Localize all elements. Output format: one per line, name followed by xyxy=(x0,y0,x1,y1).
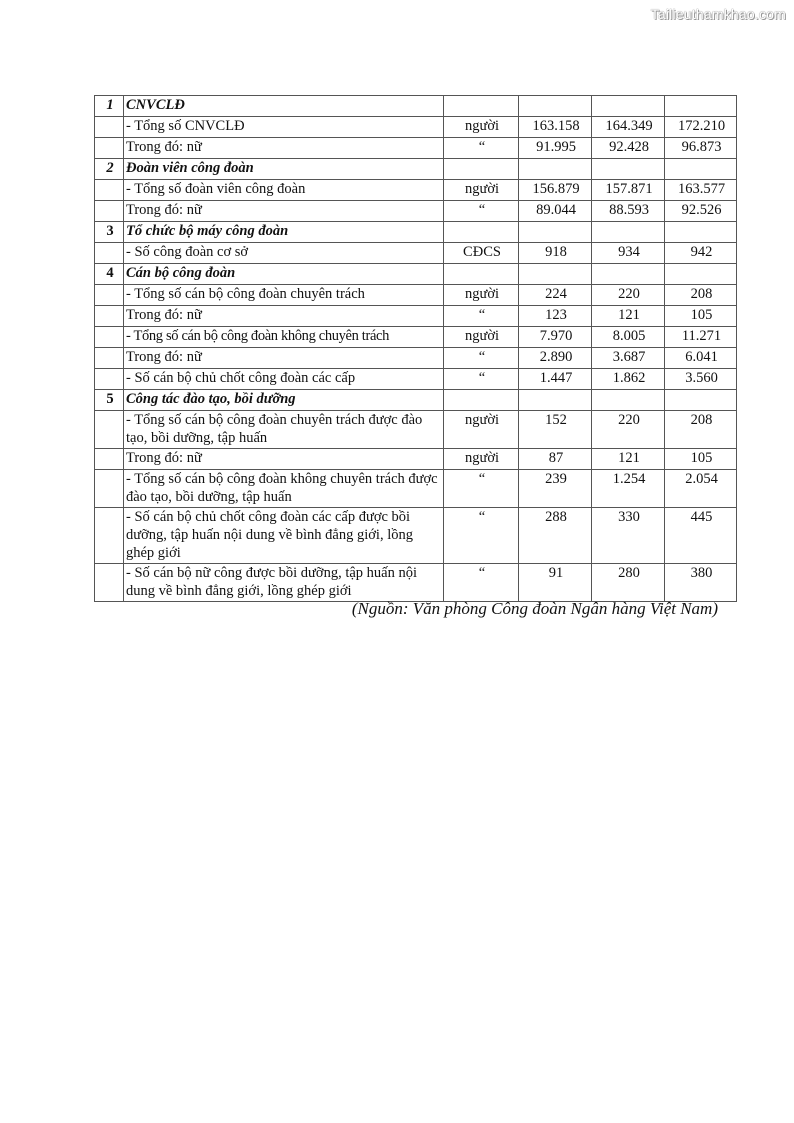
value-cell-3: 2.054 xyxy=(665,470,737,508)
value-cell-1: 89.044 xyxy=(519,201,592,222)
section-title: Cán bộ công đoàn xyxy=(124,264,444,285)
section-row xyxy=(95,264,737,285)
unit-cell: “ xyxy=(444,470,519,508)
value-cell-3: 3.560 xyxy=(665,369,737,390)
unit-cell: người xyxy=(444,411,519,449)
unit-cell: “ xyxy=(444,564,519,602)
value-cell-2: 121 xyxy=(592,449,665,470)
value-cell-1: 2.890 xyxy=(519,348,592,369)
value-cell-3: 445 xyxy=(665,508,737,564)
table-row xyxy=(95,285,737,306)
empty-cell xyxy=(95,138,124,159)
row-label: - Tổng số cán bộ công đoàn chuyên trách xyxy=(124,285,444,306)
value-cell-2: 934 xyxy=(592,243,665,264)
unit-cell: người xyxy=(444,180,519,201)
unit-cell: người xyxy=(444,285,519,306)
value-cell-2: 8.005 xyxy=(592,327,665,348)
empty-cell xyxy=(95,201,124,222)
section-title: Đoàn viên công đoàn xyxy=(124,159,444,180)
value-cell-2: 88.593 xyxy=(592,201,665,222)
empty-cell xyxy=(95,411,124,449)
value-cell-1: 156.879 xyxy=(519,180,592,201)
empty-cell xyxy=(95,348,124,369)
empty-cell xyxy=(95,243,124,264)
value-cell-1: 7.970 xyxy=(519,327,592,348)
empty-cell xyxy=(592,222,665,243)
empty-cell xyxy=(665,159,737,180)
row-label: - Tổng số CNVCLĐ xyxy=(124,117,444,138)
empty-cell xyxy=(665,390,737,411)
section-number: 4 xyxy=(95,264,124,285)
table-row xyxy=(95,180,737,201)
source-note: (Nguồn: Văn phòng Công đoàn Ngân hàng Việt Nam) xyxy=(351,599,718,618)
table-row xyxy=(95,327,737,348)
value-cell-2: 1.862 xyxy=(592,369,665,390)
value-cell-2: 280 xyxy=(592,564,665,602)
table-row xyxy=(95,348,737,369)
value-cell-1: 123 xyxy=(519,306,592,327)
table-row xyxy=(95,243,737,264)
empty-cell xyxy=(519,222,592,243)
value-cell-1: 152 xyxy=(519,411,592,449)
value-cell-2: 121 xyxy=(592,306,665,327)
unit-cell: người xyxy=(444,117,519,138)
value-cell-2: 157.871 xyxy=(592,180,665,201)
value-cell-1: 1.447 xyxy=(519,369,592,390)
empty-cell xyxy=(519,159,592,180)
row-label: - Tổng số cán bộ công đoàn không chuyên trách được đào tạo, bồi dưỡng, tập huấn xyxy=(124,470,444,508)
row-label: Trong đó: nữ xyxy=(124,201,444,222)
empty-cell xyxy=(592,159,665,180)
unit-cell: “ xyxy=(444,201,519,222)
value-cell-2: 164.349 xyxy=(592,117,665,138)
empty-cell xyxy=(665,96,737,117)
section-number: 2 xyxy=(95,159,124,180)
value-cell-3: 163.577 xyxy=(665,180,737,201)
row-label: Trong đó: nữ xyxy=(124,449,444,470)
value-cell-3: 96.873 xyxy=(665,138,737,159)
empty-cell xyxy=(444,159,519,180)
row-label: - Tổng số đoàn viên công đoàn xyxy=(124,180,444,201)
value-cell-2: 3.687 xyxy=(592,348,665,369)
watermark-text: Tailieuthamkhao.com xyxy=(650,6,786,22)
table-row xyxy=(95,564,737,602)
value-cell-3: 208 xyxy=(665,285,737,306)
value-cell-2: 1.254 xyxy=(592,470,665,508)
value-cell-1: 918 xyxy=(519,243,592,264)
value-cell-2: 220 xyxy=(592,411,665,449)
unit-cell: “ xyxy=(444,306,519,327)
empty-cell xyxy=(95,508,124,564)
value-cell-1: 87 xyxy=(519,449,592,470)
empty-cell xyxy=(444,222,519,243)
value-cell-3: 942 xyxy=(665,243,737,264)
empty-cell xyxy=(95,117,124,138)
table-row xyxy=(95,117,737,138)
value-cell-2: 92.428 xyxy=(592,138,665,159)
row-label: - Số công đoàn cơ sở xyxy=(124,243,444,264)
value-cell-3: 11.271 xyxy=(665,327,737,348)
table-row xyxy=(95,201,737,222)
section-title: Công tác đào tạo, bồi dưỡng xyxy=(124,390,444,411)
empty-cell xyxy=(665,222,737,243)
section-number: 1 xyxy=(95,96,124,117)
unit-cell: CĐCS xyxy=(444,243,519,264)
empty-cell xyxy=(95,369,124,390)
value-cell-1: 163.158 xyxy=(519,117,592,138)
value-cell-1: 91 xyxy=(519,564,592,602)
empty-cell xyxy=(519,96,592,117)
empty-cell xyxy=(592,96,665,117)
value-cell-3: 6.041 xyxy=(665,348,737,369)
table-row xyxy=(95,449,737,470)
empty-cell xyxy=(95,285,124,306)
empty-cell xyxy=(444,96,519,117)
empty-cell xyxy=(519,390,592,411)
empty-cell xyxy=(665,264,737,285)
value-cell-1: 288 xyxy=(519,508,592,564)
table-row xyxy=(95,369,737,390)
empty-cell xyxy=(95,564,124,602)
empty-cell xyxy=(444,390,519,411)
value-cell-3: 172.210 xyxy=(665,117,737,138)
value-cell-1: 239 xyxy=(519,470,592,508)
value-cell-2: 330 xyxy=(592,508,665,564)
empty-cell xyxy=(592,264,665,285)
table-row xyxy=(95,411,737,449)
empty-cell xyxy=(444,264,519,285)
section-number: 3 xyxy=(95,222,124,243)
unit-cell: “ xyxy=(444,348,519,369)
empty-cell xyxy=(95,327,124,348)
value-cell-3: 380 xyxy=(665,564,737,602)
unit-cell: “ xyxy=(444,508,519,564)
row-label: - Số cán bộ nữ công được bồi dưỡng, tập huấn nội dung về bình đẳng giới, lồng ghép giới xyxy=(124,564,444,602)
unit-cell: người xyxy=(444,327,519,348)
value-cell-3: 105 xyxy=(665,449,737,470)
row-label: - Số cán bộ chủ chốt công đoàn các cấp được bồi dưỡng, tập huấn nội dung về bình đẳng giới, lồng ghép giới xyxy=(124,508,444,564)
table-row xyxy=(95,508,737,564)
empty-cell xyxy=(95,180,124,201)
row-label: Trong đó: nữ xyxy=(124,348,444,369)
empty-cell xyxy=(519,264,592,285)
unit-cell: “ xyxy=(444,369,519,390)
section-number: 5 xyxy=(95,390,124,411)
value-cell-3: 105 xyxy=(665,306,737,327)
table-row xyxy=(95,138,737,159)
section-title: Tổ chức bộ máy công đoàn xyxy=(124,222,444,243)
row-label: Trong đó: nữ xyxy=(124,138,444,159)
statistics-table xyxy=(94,95,737,602)
section-row xyxy=(95,222,737,243)
value-cell-1: 91.995 xyxy=(519,138,592,159)
row-label: - Tổng số cán bộ công đoàn chuyên trách được đào tạo, bồi dưỡng, tập huấn xyxy=(124,411,444,449)
empty-cell xyxy=(95,449,124,470)
row-label: - Số cán bộ chủ chốt công đoàn các cấp xyxy=(124,369,444,390)
section-row xyxy=(95,96,737,117)
value-cell-3: 92.526 xyxy=(665,201,737,222)
value-cell-2: 220 xyxy=(592,285,665,306)
row-label: Trong đó: nữ xyxy=(124,306,444,327)
value-cell-3: 208 xyxy=(665,411,737,449)
value-cell-1: 224 xyxy=(519,285,592,306)
section-row xyxy=(95,390,737,411)
section-title: CNVCLĐ xyxy=(124,96,444,117)
table-row xyxy=(95,470,737,508)
empty-cell xyxy=(592,390,665,411)
unit-cell: “ xyxy=(444,138,519,159)
section-row xyxy=(95,159,737,180)
table-row xyxy=(95,306,737,327)
row-label: - Tổng số cán bộ công đoàn không chuyên trách xyxy=(124,327,444,348)
empty-cell xyxy=(95,470,124,508)
unit-cell: người xyxy=(444,449,519,470)
empty-cell xyxy=(95,306,124,327)
